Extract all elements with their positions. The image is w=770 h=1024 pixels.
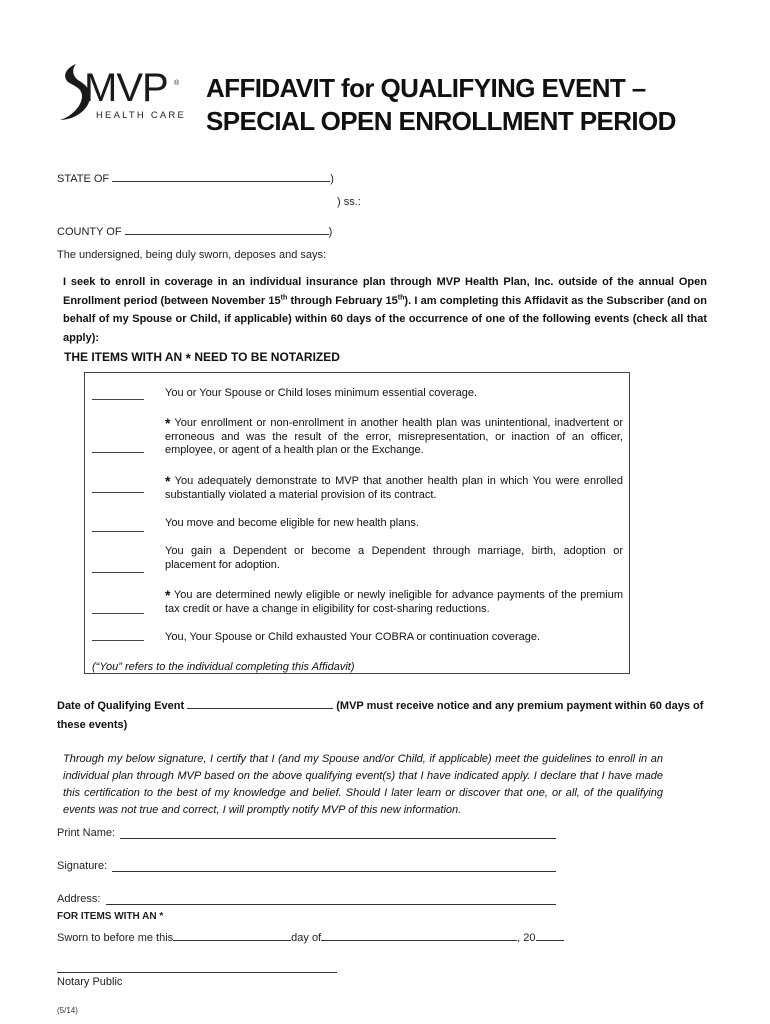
event-checkbox-line-2[interactable] <box>92 452 144 453</box>
county-of-label: COUNTY OF <box>57 226 122 238</box>
notary-heading: FOR ITEMS WITH AN * <box>57 911 164 922</box>
event-text-7: You, Your Spouse or Child exhausted Your COBRA or continuation coverage. <box>165 631 541 643</box>
event-checkbox-line-1[interactable] <box>92 399 144 400</box>
event-text-1: You or Your Spouse or Child loses minimum essential coverage. <box>165 387 478 399</box>
enrollment-statement <box>63 273 707 347</box>
event-checkbox-line-4[interactable] <box>92 531 144 532</box>
page-title <box>206 72 676 138</box>
statement-sup-1: th <box>280 293 288 301</box>
county-of-field[interactable] <box>125 223 329 235</box>
qualifying-date-field[interactable] <box>187 697 333 709</box>
event-item-7 <box>165 631 623 645</box>
logo-brand: MVP <box>84 66 168 110</box>
qualifying-date-note: (MVP must receive notice and any premium payment within 60 days of these events) <box>57 700 704 731</box>
event-checkbox-line-5[interactable] <box>92 572 144 573</box>
event-item-2 <box>165 417 623 458</box>
county-of-row <box>57 223 332 238</box>
county-paren: ) <box>328 226 333 238</box>
logo-subtitle: HEALTH CARE <box>96 110 187 121</box>
title-line-2: SPECIAL OPEN ENROLLMENT PERIOD <box>206 106 676 136</box>
state-of-field[interactable] <box>112 170 330 182</box>
signature-field[interactable] <box>112 871 556 872</box>
event-text-4: You move and become eligible for new health plans. <box>165 517 419 529</box>
event-star-2: * <box>165 415 171 431</box>
sworn-year-field[interactable] <box>536 929 564 941</box>
event-star-3: * <box>165 473 171 489</box>
notary-signature-field[interactable] <box>57 972 337 973</box>
statement-part-3: ). I am completing this Affidavit as the Subscriber (and on behalf of my Spouse or Child, if applicable) within 60 days of the occurrence of one of the following events (check all that apply): <box>63 294 707 344</box>
intro-text: The undersigned, being duly sworn, deposes and says: <box>57 249 327 261</box>
statement-sup-2: th <box>397 293 405 301</box>
event-text-5: You gain a Dependent or become a Dependent through marriage, birth, adoption or placement for adoption. <box>165 545 623 571</box>
qualifying-date-label: Date of Qualifying Event <box>57 700 185 712</box>
event-item-1 <box>165 387 623 401</box>
address-field[interactable] <box>106 904 556 905</box>
day-of-label: day of <box>291 932 322 944</box>
year-prefix-label: , 20 <box>517 932 536 944</box>
you-definition-note: (“You” refers to the individual completing this Affidavit) <box>92 661 355 673</box>
notarized-heading-post: NEED TO BE NOTARIZED <box>191 350 340 364</box>
notary-public-label: Notary Public <box>57 976 123 988</box>
state-of-row <box>57 170 334 185</box>
qualifying-date-row <box>57 697 707 735</box>
signature-label: Signature: <box>57 860 108 872</box>
event-text-3: You adequately demonstrate to MVP that another health plan in which You were enrolled substantially violated a material provision of its contract. <box>165 475 623 501</box>
sworn-day-field[interactable] <box>173 929 291 941</box>
event-checkbox-line-3[interactable] <box>92 492 144 493</box>
event-item-5 <box>165 545 623 572</box>
sworn-label: Sworn to before me this <box>57 932 174 944</box>
event-checkbox-line-7[interactable] <box>92 640 144 641</box>
event-item-3 <box>165 475 623 502</box>
certification-text: Through my below signature, I certify that I (and my Spouse and/or Child, if applicable) meet the guidelines to enroll in an individual plan through MVP based on the above qualifying event(s) that I have indicated apply. I declare that I have made this certification to the best of my knowledge and belief. Should I later learn or discover that one, or all, of the qualifying events was not true and correct, I will promptly notify MVP of this new information. <box>63 753 663 816</box>
sworn-month-field[interactable] <box>321 929 517 941</box>
star-marker: * <box>185 350 191 366</box>
address-label: Address: <box>57 893 101 905</box>
notarized-heading <box>64 350 340 366</box>
revision-date: (5/14) <box>57 1006 78 1015</box>
state-of-label: STATE OF <box>57 173 110 185</box>
ss-marker: ) ss.: <box>337 196 361 208</box>
sworn-row <box>57 929 564 944</box>
event-checkbox-line-6[interactable] <box>92 613 144 614</box>
statement-part-2: through February 15 <box>287 294 398 307</box>
notarized-heading-pre: THE ITEMS WITH AN <box>64 350 186 364</box>
event-item-6 <box>165 589 623 616</box>
event-item-4 <box>165 517 623 531</box>
print-name-field[interactable] <box>120 838 556 839</box>
logo-registered-mark: ® <box>174 80 180 87</box>
title-line-1: AFFIDAVIT for QUALIFYING EVENT – <box>206 73 646 103</box>
event-text-6: You are determined newly eligible or newly ineligible for advance payments of the premium tax credit or have a change in eligibility for cost-sharing reductions. <box>165 589 623 615</box>
event-star-6: * <box>165 587 171 603</box>
event-text-2: Your enrollment or non-enrollment in another health plan was unintentional, inadvertent or erroneous and was the result of the error, misrepresentation, or inaction of an officer, employee, or agent of a health plan or the Exchange. <box>165 417 623 456</box>
print-name-label: Print Name: <box>57 827 116 839</box>
statement-part-1: I seek to enroll in coverage in an individual insurance plan through MVP Health Plan, Inc. outside of the annual Open Enrollment period (between November 15 <box>63 276 707 307</box>
state-paren: ) <box>330 173 334 185</box>
